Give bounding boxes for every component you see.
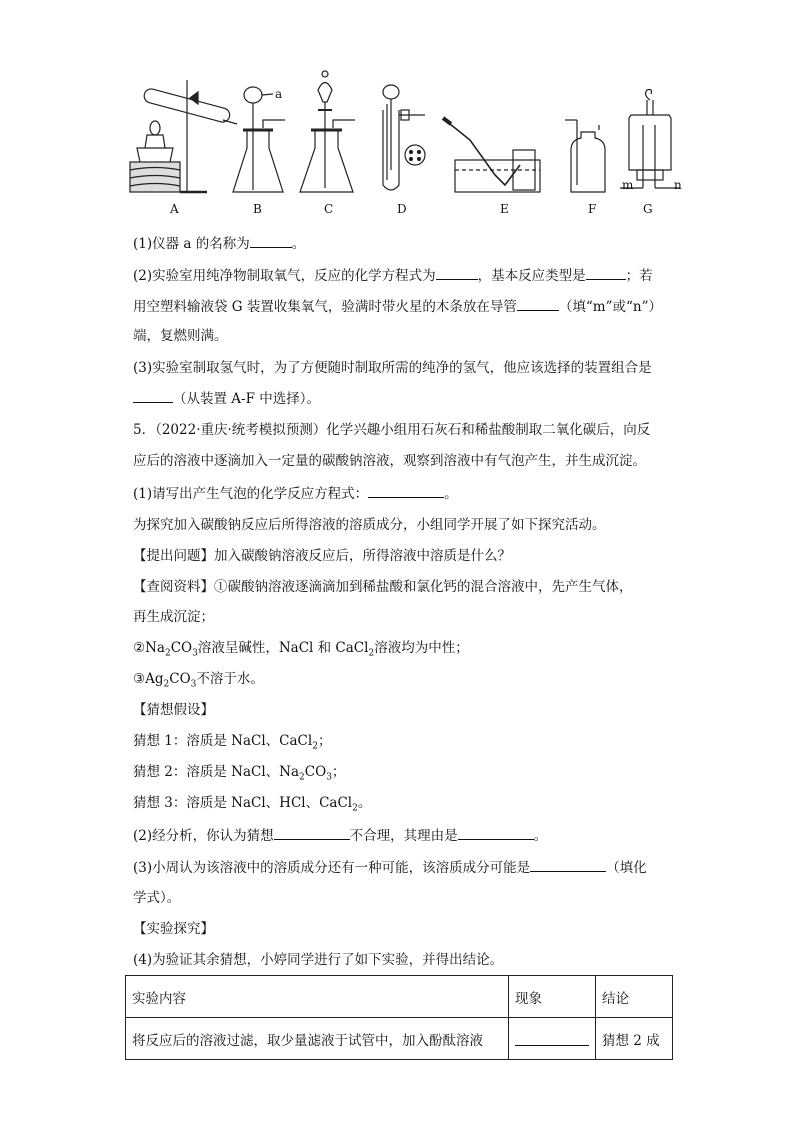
- p5-line-1: 5．（2022·重庆·统考模拟预测）化学兴趣小组用石灰石和稀盐酸制取二氧化碳后，向反: [133, 422, 651, 438]
- info2-s3: 2: [368, 648, 375, 659]
- guess-1: [133, 731, 331, 757]
- info-line-2: 再生成沉淀；: [133, 609, 214, 625]
- hypothesis-heading: 【猜想假设】: [133, 702, 214, 718]
- info3-t3: 不溶于水。: [196, 671, 264, 687]
- q2-line-2: [133, 296, 662, 317]
- table-cell-phenomenon[interactable]: [509, 1018, 596, 1060]
- q2-tube-blank[interactable]: [517, 296, 559, 311]
- guess-2: [133, 762, 345, 788]
- figure-label-f: F: [588, 202, 597, 216]
- g1-t1: 猜想 1：溶质是 NaCl、CaCl: [133, 733, 313, 749]
- g1-t2: ；: [317, 733, 332, 749]
- table-cell-conclusion: 猜想 2 成: [596, 1018, 673, 1060]
- g2-s1: 2: [299, 772, 305, 783]
- tube-n-label: n: [674, 178, 682, 192]
- intro-line: 为探究加入碳酸钠反应后所得溶液的溶质成分，小组同学开展了如下探究活动。: [133, 517, 606, 533]
- info3-t1: ③Ag: [133, 671, 164, 687]
- info2-t1: ②Na: [133, 640, 165, 656]
- q3-blank[interactable]: [133, 388, 173, 403]
- info-line-1: 【查阅资料】①碳酸钠溶液逐滴滴加到稀盐酸和氯化钙的混合溶液中，先产生气体，: [133, 579, 633, 595]
- p5-q4-line: (4)为验证其余猜想，小婷同学进行了如下实验，并得出结论。: [133, 952, 504, 968]
- info3-s2: 3: [190, 679, 197, 690]
- tube-m-label: m: [622, 178, 634, 192]
- q2-line-1: [133, 265, 653, 286]
- table-cell-content: 将反应后的溶液过滤，取少量滤液于试管中，加入酚酞溶液: [126, 1018, 509, 1060]
- q2-text: (2)实验室用纯净物制取氧气，反应的化学方程式为: [133, 268, 436, 284]
- apparatus-g: [620, 90, 680, 189]
- info2-t3: 溶液呈碱性，NaCl 和 CaCl: [197, 640, 369, 656]
- phenomenon-blank[interactable]: [515, 1031, 589, 1046]
- instrument-a-label: a: [275, 87, 283, 101]
- apparatus-b: [233, 87, 285, 192]
- apparatus-c: [300, 71, 355, 192]
- figure-label-g: G: [643, 202, 653, 216]
- info2-t4: 溶液均为中性；: [374, 640, 469, 656]
- table-header-content: 实验内容: [126, 976, 509, 1018]
- g2-t3: ；: [331, 764, 346, 780]
- g2-t2: CO: [304, 764, 327, 780]
- p5-q3-t1: (3)小周认为该溶液中的溶质成分还有一种可能，该溶质成分可能是: [133, 860, 531, 876]
- question-line: 【提出问题】加入碳酸钠溶液反应后，所得溶液中溶质是什么？: [133, 548, 511, 564]
- p5-line-2: 应后的溶液中逐滴加入一定量的碳酸钠溶液，观察到溶液中有气泡产生，并生成沉淀。: [133, 453, 646, 469]
- info3-t2: CO: [169, 671, 191, 687]
- guess-3: [133, 793, 371, 819]
- p5-q1-blank[interactable]: [368, 483, 444, 498]
- q3-line-2: [133, 388, 320, 409]
- q1-blank[interactable]: [250, 233, 292, 248]
- q2-line-3: 端，复燃则满。: [133, 328, 228, 344]
- p5-q3-line-2: 学式）。: [133, 890, 181, 906]
- q1-line: [133, 233, 305, 254]
- g2-s2: 3: [326, 772, 332, 783]
- figure-label-e: E: [500, 202, 509, 216]
- info-line-3: [133, 638, 469, 664]
- figure-label-c: C: [324, 202, 334, 216]
- g3-t2: 。: [357, 795, 372, 811]
- g3-t1: 猜想 3：溶质是 NaCl、HCl、CaCl: [133, 795, 353, 811]
- p5-q1-end: 。: [444, 486, 458, 502]
- table-row: [126, 1018, 673, 1060]
- table-header-conclusion: 结论: [596, 976, 673, 1018]
- g2-t1: 猜想 2：溶质是 NaCl、Na: [133, 764, 300, 780]
- q2-text-3: ；若: [625, 268, 653, 284]
- figure-label-a: A: [170, 202, 179, 216]
- q2-text-5: （填“m”或“n”）: [558, 299, 662, 315]
- table-header-row: [126, 976, 673, 1018]
- p5-q2-t3: 。: [533, 828, 548, 844]
- p5-q3-blank[interactable]: [530, 857, 606, 872]
- q1-text: (1)仪器 a 的名称为: [133, 236, 250, 252]
- info2-s2: 3: [192, 648, 198, 659]
- p5-q2-reason-blank[interactable]: [458, 825, 534, 840]
- apparatus-d: [383, 85, 425, 190]
- p5-q1-text: (1)请写出产生气泡的化学反应方程式：: [133, 486, 369, 502]
- figure-label-b: B: [253, 202, 262, 216]
- info2-t2: CO: [170, 640, 193, 656]
- info-line-4: [133, 669, 264, 695]
- q3-line-1: (3)实验室制取氢气时，为了方便随时制取所需的纯净的氢气，他应该选择的装置组合是: [133, 360, 652, 376]
- p5-q2-guess-blank[interactable]: [274, 825, 350, 840]
- q1-end: 。: [291, 236, 306, 252]
- g3-s1: 2: [352, 803, 358, 814]
- table-header-phenomenon: 现象: [509, 976, 596, 1018]
- p5-q3-line-1: [133, 857, 647, 878]
- info2-s1: 2: [164, 648, 171, 659]
- experiment-heading: 【实验探究】: [133, 921, 214, 937]
- q2-equation-blank[interactable]: [436, 265, 478, 280]
- q2-text-4: 用空塑料输液袋 G 装置收集氧气，验满时带火星的木条放在导管: [133, 299, 517, 315]
- p5-q2-line: [133, 825, 547, 846]
- g1-s1: 2: [312, 741, 318, 752]
- experiment-table: [125, 975, 673, 1060]
- p5-q2-t2: 不合理，其理由是: [349, 828, 458, 844]
- figure-label-d: D: [397, 202, 407, 216]
- p5-q1-line: [133, 483, 458, 504]
- info3-s1: 2: [163, 679, 170, 690]
- q3-text: （从装置 A-F 中选择）。: [173, 391, 321, 407]
- apparatus-f: [565, 120, 605, 192]
- q2-reaction-type-blank[interactable]: [586, 265, 626, 280]
- apparatus-a: [130, 80, 237, 192]
- p5-q2-t1: (2)经分析，你认为猜想: [133, 828, 274, 844]
- apparatus-e: [443, 118, 540, 192]
- q2-text-2: ，基本反应类型是: [477, 268, 586, 284]
- apparatus-figure: [125, 70, 685, 225]
- apparatus-drawing: [125, 70, 685, 205]
- p5-q3-t2: （填化: [606, 860, 647, 876]
